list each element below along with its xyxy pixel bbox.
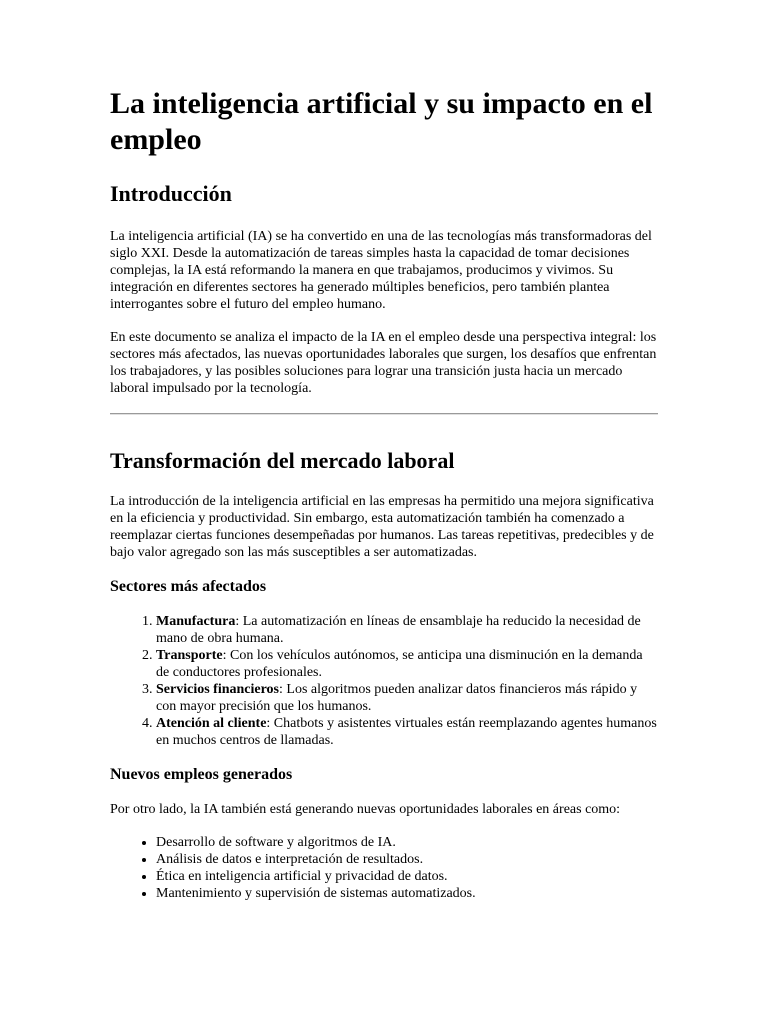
sector-term: Transporte [156, 648, 223, 663]
intro-paragraph-2: En este documento se analiza el impacto de la IA en el empleo desde una perspectiva integral: los sectores más afectados, las nuevas oportunidades laborales que surgen, los desafíos que enfrentan los trabajadores, y las posibles soluciones para lograr una transición justa hacia un mercado laboral impulsado por la tecnología. [110, 330, 657, 396]
transformation-paragraph: La introducción de la inteligencia artificial en las empresas ha permitido una mejora significativa en la eficiencia y productividad. Sin embargo, esta automatización también ha comenzado a reemplazar ciertas funciones desempeñadas por humanos. Las tareas repetitivas, predecibles y de bajo valor agregado son las más susceptibles a ser automatizadas. [110, 494, 654, 560]
list-item: • Ética en inteligencia artificial y privacidad de datos. [156, 868, 658, 885]
transformation-heading: Transformación del mercado laboral [110, 448, 455, 473]
list-item [156, 681, 658, 715]
intro-paragraph-1: La inteligencia artificial (IA) se ha convertido en una de las tecnologías más transformadoras del siglo XXI. Desde la automatización de tareas simples hasta la capacidad de tomar decisiones complejas, la IA está reformando la manera en que trabajamos, producimos y vivimos. Su integración en diferentes sectores ha generado múltiples beneficios, pero también plantea interrogantes sobre el futuro del empleo humano. [110, 229, 652, 312]
sector-term: Servicios financieros [156, 682, 280, 697]
list-item [156, 715, 658, 749]
list-item: • Mantenimiento y supervisión de sistemas automatizados. [156, 885, 658, 902]
sector-term: Atención al cliente [156, 716, 267, 731]
new-jobs-list [110, 834, 658, 902]
sectors-list [110, 613, 658, 749]
sector-description: : Con los vehículos autónomos, se anticipa una disminución en la demanda de conductores profesionales. [156, 648, 643, 680]
sector-description: : Los algoritmos pueden analizar datos financieros más rápido y con mayor precisión que los humanos. [156, 682, 638, 714]
sector-term: Manufactura [156, 614, 236, 629]
new-jobs-paragraph: Por otro lado, la IA también está generando nuevas oportunidades laborales en áreas como: [110, 802, 621, 817]
document-page [110, 86, 658, 918]
list-item: • Análisis de datos e interpretación de resultados. [156, 851, 658, 868]
intro-heading: Introducción [110, 181, 232, 206]
document-title: La inteligencia artificial y su impacto en el empleo [110, 87, 653, 156]
list-item: • Desarrollo de software y algoritmos de IA. [156, 834, 658, 851]
sector-description: : Chatbots y asistentes virtuales están reemplazando agentes humanos en muchos centros de llamadas. [156, 716, 657, 748]
list-item [156, 613, 658, 647]
sector-description: : La automatización en líneas de ensamblaje ha reducido la necesidad de mano de obra humana. [156, 614, 641, 646]
list-item [156, 647, 658, 681]
new-jobs-heading: Nuevos empleos generados [110, 766, 293, 783]
section-divider [110, 413, 658, 415]
sectors-heading: Sectores más afectados [110, 578, 267, 595]
